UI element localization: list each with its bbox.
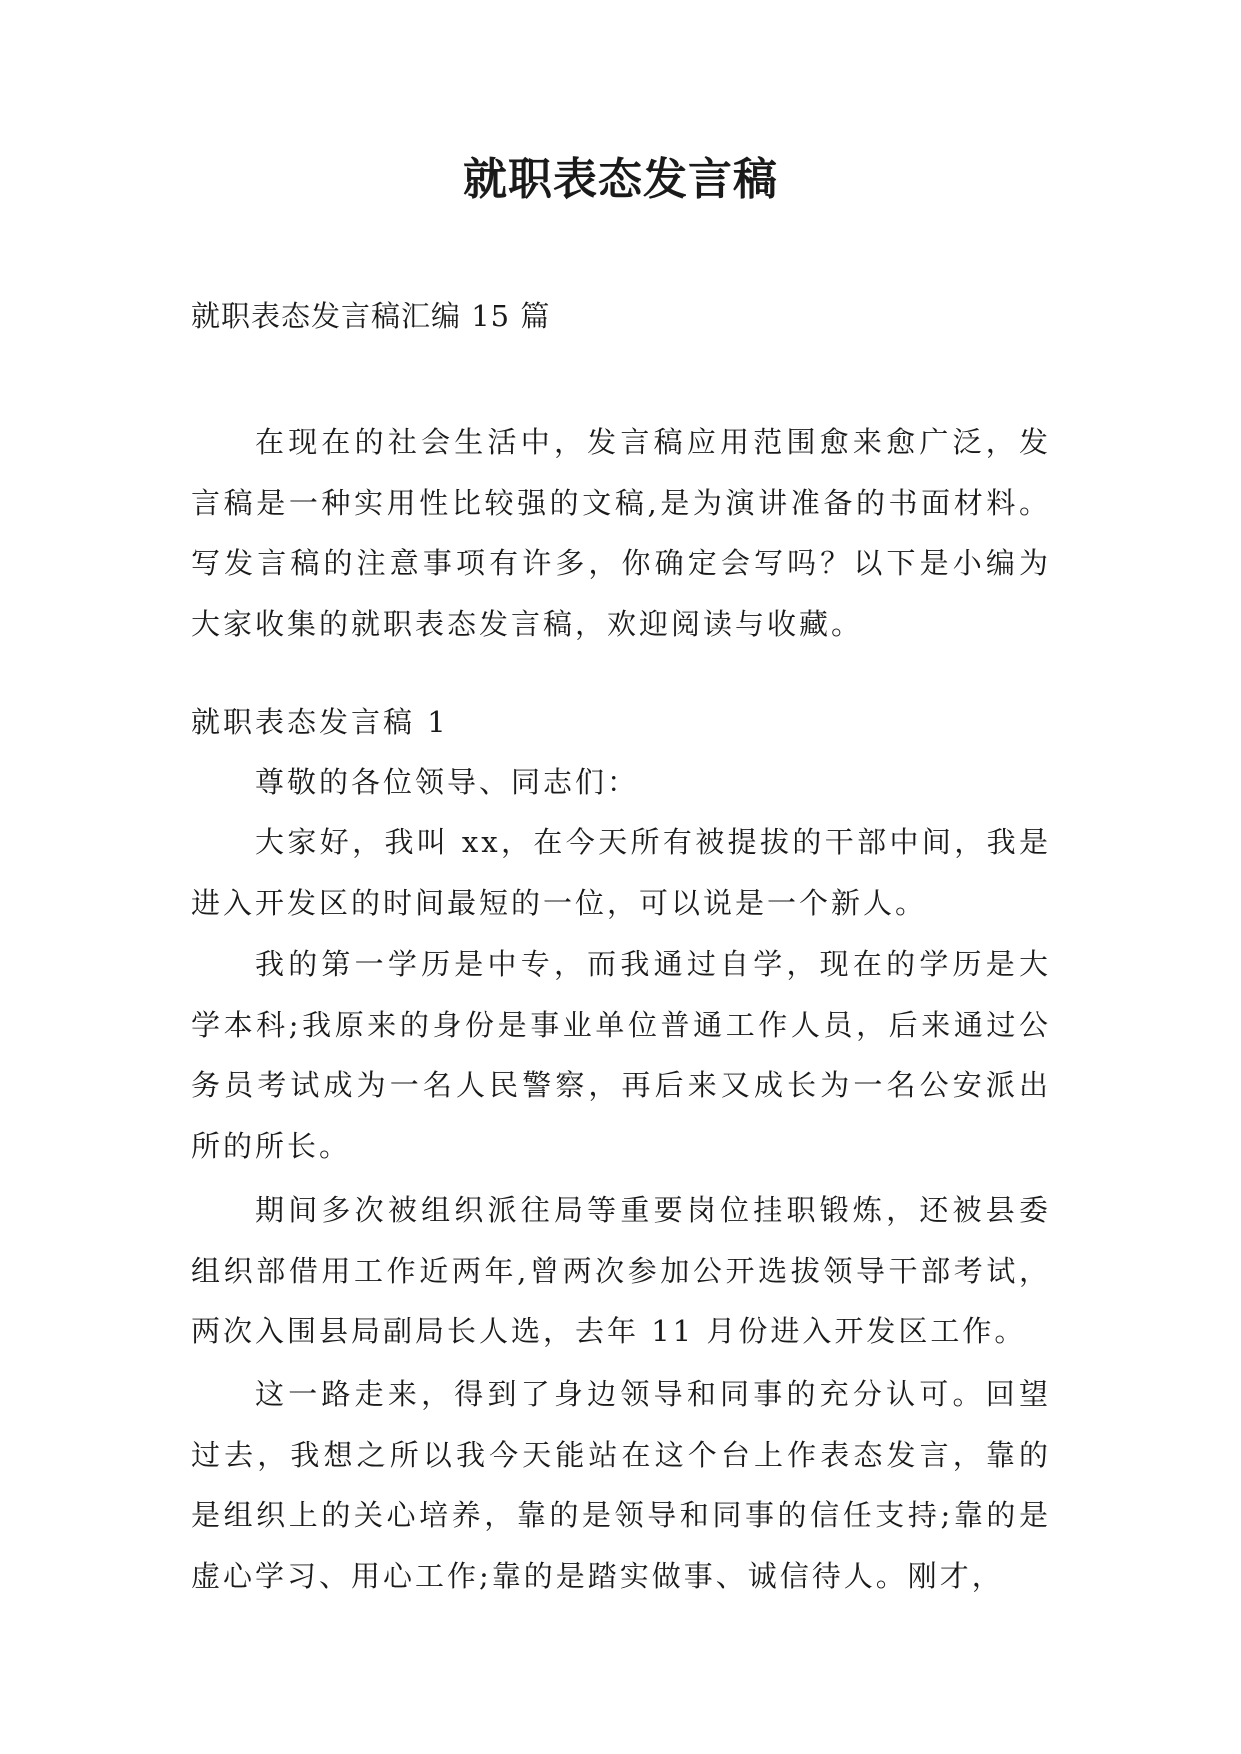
body-paragraph: 大家好，我叫 xx，在今天所有被提拔的干部中间，我是进入开发区的时间最短的一位，可以说是一个新人。 — [191, 825, 1051, 920]
document-subtitle: 就职表态发言稿汇编 15 篇 — [191, 299, 551, 333]
body-paragraph: 期间多次被组织派往局等重要岗位挂职锻炼，还被县委组织部借用工作近两年,曾两次参加公开选拔领导干部考试，两次入围县局副局长人选，去年 11 月份进入开发区工作。 — [191, 1193, 1051, 1348]
section-heading: 就职表态发言稿 1 — [191, 705, 449, 739]
salutation-paragraph: 尊敬的各位领导、同志们： — [255, 765, 640, 799]
intro-paragraph: 在现在的社会生活中，发言稿应用范围愈来愈广泛，发言稿是一种实用性比较强的文稿,是为演讲准备的书面材料。写发言稿的注意事项有许多，你确定会写吗？以下是小编为大家收集的就职表态发言稿，欢迎阅读与收藏。 — [191, 425, 1051, 641]
body-paragraph: 我的第一学历是中专，而我通过自学，现在的学历是大学本科;我原来的身份是事业单位普通工作人员，后来通过公务员考试成为一名人民警察，再后来又成长为一名公安派出所的所长。 — [191, 947, 1051, 1163]
document-title: 就职表态发言稿 — [463, 154, 778, 205]
body-paragraph: 这一路走来，得到了身边领导和同事的充分认可。回望过去，我想之所以我今天能站在这个台上作表态发言，靠的是组织上的关心培养，靠的是领导和同事的信任支持;靠的是虚心学习、用心工作;靠的是踏实做事、诚信待人。刚才， — [191, 1377, 1051, 1593]
